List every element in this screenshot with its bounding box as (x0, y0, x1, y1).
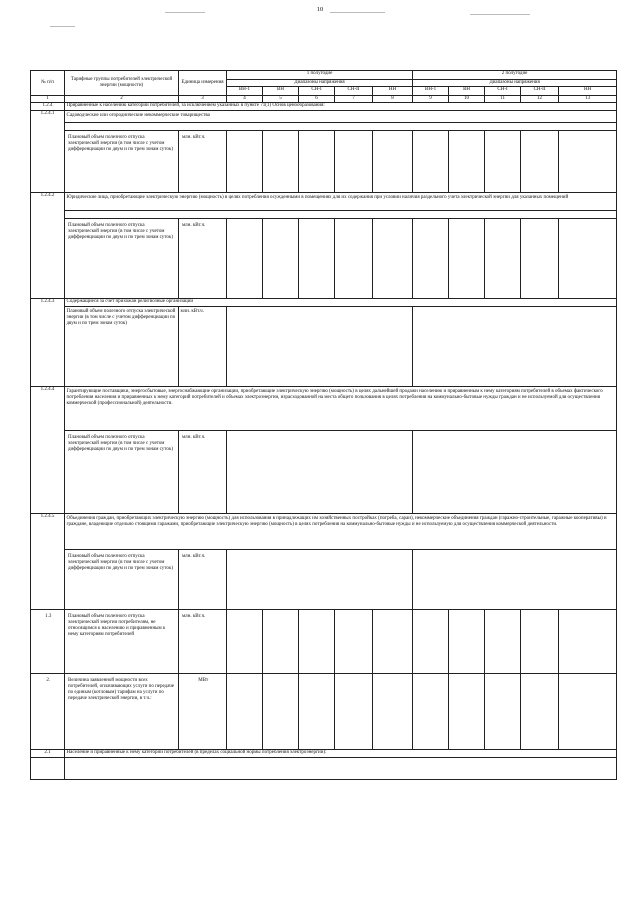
page-number: 10 (316, 6, 324, 13)
planned-volume-label: Плановый объем полезного отпуска электрической энергии (в том числе с учетом дифференциации по двум и по трем зонам суток) (65, 431, 179, 514)
value-cell[interactable] (227, 307, 413, 387)
scan-artifact (50, 26, 75, 27)
value-cell[interactable] (485, 219, 521, 299)
value-cell[interactable] (521, 610, 559, 674)
value-cell[interactable] (373, 610, 413, 674)
value-cell[interactable] (299, 674, 335, 750)
value-cell[interactable] (449, 610, 485, 674)
row-title: Гарантирующие поставщики, энергосбытовые, энергоснабжающие организации, приобретающие электрическую энергию (мощность) в целях дальнейшей продажи населению и приравненным к нему категориям потребителей в объемах фактического потребления населения и приравненных к нему категорий потребителей и объемах электроэнергии, израсходованной на места общего пользования в целях потребления на коммунально-бытовые нужды граждан и не используемой для осуществления коммерческой (профессиональной) деятельности. (65, 387, 617, 431)
row-code: 1.2.4.4 (31, 387, 65, 514)
level-vn1: ВН-1 (227, 87, 263, 96)
value-cell[interactable] (263, 674, 299, 750)
header-unit: Единица измерения (179, 71, 227, 96)
header-half-2: 2 полугодие (413, 71, 617, 80)
col-number: 6 (299, 96, 335, 103)
tariff-form-table (30, 70, 617, 780)
value-cell[interactable] (413, 550, 617, 610)
value-cell[interactable] (227, 131, 263, 193)
col-number: 3 (179, 96, 227, 103)
row-code: 1.2.4 (31, 103, 65, 111)
col-number: 8 (373, 96, 413, 103)
row-2-1 (31, 750, 617, 758)
planned-volume-row (31, 550, 617, 610)
row-title: Садоводческие или огороднические некоммерческие товарищества (65, 111, 617, 123)
value-cell[interactable] (227, 431, 413, 514)
row-code: 1.2.4.3 (31, 299, 65, 387)
header-group: Тарифные группы потребителей электрической энергии (мощности) (65, 71, 179, 96)
unit-cell: млн. кВт.ч. (179, 131, 227, 193)
col-number: 2 (65, 96, 179, 103)
header-row-1 (31, 71, 617, 80)
column-numbers-row (31, 96, 617, 103)
level-nn: НН (373, 87, 413, 96)
row-title: Приравненные к населению категории потребителей, за исключением указанных в пункте 71(1) Основ ценообразования: (65, 103, 617, 111)
row-code: 1.3 (31, 610, 65, 674)
level-sn1: СН-I (485, 87, 521, 96)
scan-artifact (330, 12, 385, 13)
value-cell[interactable] (413, 610, 449, 674)
col-number: 1 (31, 96, 65, 103)
row-1-2-4-1 (31, 111, 617, 123)
level-nn: НН (559, 87, 617, 96)
row-1-2-4-2 (31, 193, 617, 211)
value-cell[interactable] (227, 219, 263, 299)
value-cell[interactable] (521, 674, 559, 750)
planned-volume-label: Плановый объем полезного отпуска электрической энергии (в том числе с учетом дифференциации по двум и по трем зонам суток) (65, 219, 179, 299)
level-vn1: ВН-1 (413, 87, 449, 96)
value-cell[interactable] (299, 131, 335, 193)
row-1-2-4-3 (31, 299, 617, 307)
value-cell[interactable] (413, 431, 617, 514)
row-1-3 (31, 610, 617, 674)
spacer-cell (65, 758, 617, 780)
unit-cell: млн. кВт.ч. (179, 307, 227, 387)
level-vn: ВН (263, 87, 299, 96)
value-cell[interactable] (413, 674, 449, 750)
row-title: Плановый объем полезного отпуска электрической энергии потребителям, не относящимся к населению и приравненным к нему категориям потребителей (65, 610, 179, 674)
level-sn2: СН-II (335, 87, 373, 96)
col-number: 9 (413, 96, 449, 103)
value-cell[interactable] (559, 610, 617, 674)
value-cell[interactable] (335, 610, 373, 674)
col-number: 13 (559, 96, 617, 103)
col-number: 7 (335, 96, 373, 103)
value-cell[interactable] (335, 131, 373, 193)
value-cell[interactable] (373, 674, 413, 750)
row-title: Величина заявленной мощности всех потребителей, оплачивающих услуги по передаче по единым (котловым) тарифам на услуги по передаче электрической энергии, в т.ч.: (65, 674, 179, 750)
value-cell[interactable] (335, 219, 373, 299)
unit-cell: млн. кВт.ч. (179, 550, 227, 610)
value-cell[interactable] (263, 131, 299, 193)
value-cell[interactable] (263, 610, 299, 674)
row-title: Содержащиеся за счет прихожан религиозные организации (65, 299, 617, 307)
col-number: 5 (263, 96, 299, 103)
row-code: 2. (31, 674, 65, 750)
header-num: № п/п (31, 71, 65, 96)
planned-volume-label: Плановый объем полезного отпуска электрической энергии (в том числе с учетом дифференциации по двум и по трем зонам суток) (65, 307, 179, 387)
value-cell[interactable] (227, 674, 263, 750)
value-cell[interactable] (485, 610, 521, 674)
planned-volume-row (31, 307, 617, 387)
col-number: 12 (521, 96, 559, 103)
value-cell[interactable] (521, 131, 559, 193)
row-title: Юридические лица, приобретающие электрическую энергию (мощность) в целях потребления осужденными в помещениях для их содержания при условии наличия раздельного учета электрической энергии для указанных помещений (65, 193, 617, 211)
value-cell[interactable] (485, 131, 521, 193)
value-cell[interactable] (559, 219, 617, 299)
col-number: 10 (449, 96, 485, 103)
row-2 (31, 674, 617, 750)
col-number: 11 (485, 96, 521, 103)
row-code: 1.2.4.5 (31, 514, 65, 610)
spacer-cell (65, 211, 617, 219)
row-title: Объединения граждан, приобретающих электрическую энергию (мощность) для использования в принадлежащих им хозяйственных постройках (погреба, сараи), некоммерческие объединения граждан (гаражно-строительные, гаражные кооперативы) и граждане, владеющие отдельно стоящими гаражами, приобретающие электрическую энергию (мощность) в целях потребления на коммунально-бытовые нужды и не используемую для осуществления коммерческой деятельности. (65, 514, 617, 550)
spacer-cell (31, 758, 65, 780)
header-ranges-1: Диапазоны напряжения (227, 80, 413, 87)
value-cell[interactable] (559, 674, 617, 750)
scan-artifact (470, 14, 530, 15)
row-title: Население и приравненные к нему категории потребителей (в пределах социальной нормы потребления электроэнергии): (65, 750, 617, 758)
value-cell[interactable] (559, 131, 617, 193)
header-ranges-2: Диапазоны напряжения (413, 80, 617, 87)
planned-volume-row (31, 431, 617, 514)
value-cell[interactable] (521, 219, 559, 299)
planned-volume-row (31, 219, 617, 299)
value-cell[interactable] (449, 219, 485, 299)
level-vn: ВН (449, 87, 485, 96)
scan-artifact (165, 12, 205, 13)
value-cell[interactable] (413, 219, 449, 299)
spacer-row (31, 123, 617, 131)
row-code: 2.1 (31, 750, 65, 758)
unit-cell: млн. кВт.ч. (179, 431, 227, 514)
planned-volume-label: Плановый объем полезного отпуска электрической энергии (в том числе с учетом дифференциации по двум и по трем зонам суток) (65, 131, 179, 193)
spacer-row (31, 758, 617, 780)
value-cell[interactable] (299, 219, 335, 299)
spacer-row (31, 211, 617, 219)
spacer-cell (65, 123, 617, 131)
value-cell[interactable] (449, 674, 485, 750)
row-1-2-4-4 (31, 387, 617, 431)
value-cell[interactable] (413, 131, 449, 193)
value-cell[interactable] (227, 610, 263, 674)
value-cell[interactable] (299, 610, 335, 674)
row-code: 1.2.4.1 (31, 111, 65, 193)
value-cell[interactable] (413, 307, 617, 387)
planned-volume-label: Плановый объем полезного отпуска электрической энергии (в том числе с учетом дифференциации по двум и по трем зонам суток) (65, 550, 179, 610)
planned-volume-row (31, 131, 617, 193)
value-cell[interactable] (449, 131, 485, 193)
value-cell[interactable] (263, 219, 299, 299)
value-cell[interactable] (373, 219, 413, 299)
row-1-2-4 (31, 103, 617, 111)
level-sn1: СН-I (299, 87, 335, 96)
col-number: 4 (227, 96, 263, 103)
value-cell[interactable] (485, 674, 521, 750)
header-half-1: 1 полугодие (227, 71, 413, 80)
value-cell[interactable] (335, 674, 373, 750)
unit-cell: млн. кВт.ч. (179, 610, 227, 674)
row-1-2-4-5 (31, 514, 617, 550)
row-code: 1.2.4.2 (31, 193, 65, 299)
value-cell[interactable] (373, 131, 413, 193)
unit-cell: МВт (179, 674, 227, 750)
level-sn2: СН-II (521, 87, 559, 96)
value-cell[interactable] (227, 550, 413, 610)
unit-cell: млн. кВт.ч. (179, 219, 227, 299)
